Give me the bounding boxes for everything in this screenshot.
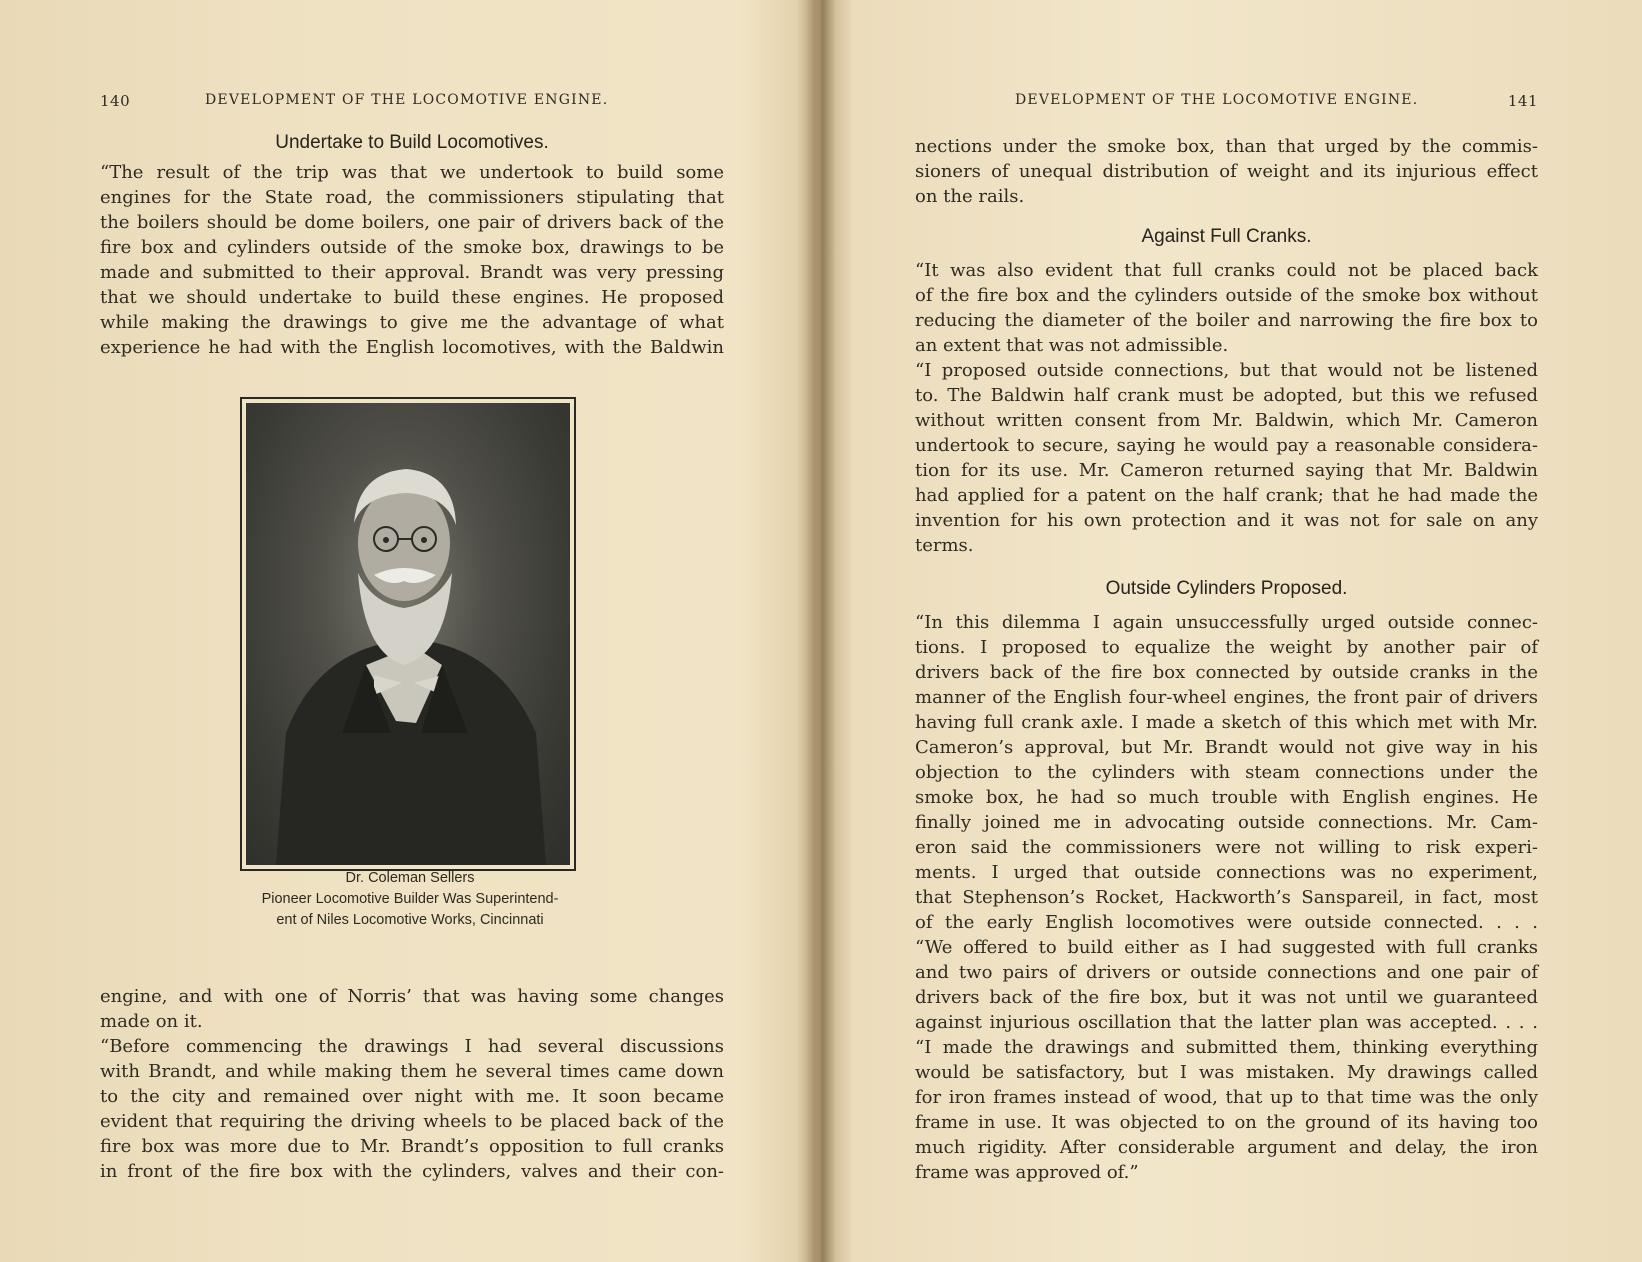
paragraph-full-cranks bbox=[915, 258, 1538, 358]
paragraph-drawings-submitted bbox=[915, 1035, 1538, 1185]
text-line: fire box and cylinders outside of the smoke box, drawings to be bbox=[100, 237, 724, 258]
caption-name: Dr. Coleman Sellers bbox=[345, 870, 475, 886]
running-head-title-right: DEVELOPMENT OF THE LOCOMOTIVE ENGINE. bbox=[1015, 92, 1419, 108]
text-line: “I proposed outside connections, but that would not be listened bbox=[915, 360, 1538, 381]
text-line: eron said the commissioners were not willing to risk experi- bbox=[915, 837, 1538, 858]
text-line: frame was approved of.” bbox=[915, 1162, 1139, 1183]
text-line: of the early English locomotives were outside connected. . . . bbox=[915, 912, 1538, 933]
text-line: much rigidity. After considerable argument and delay, the iron bbox=[915, 1137, 1538, 1158]
photo-caption bbox=[200, 868, 620, 931]
text-line: objection to the cylinders with steam connections under the bbox=[915, 762, 1538, 783]
right-page bbox=[915, 0, 1538, 1262]
page-number-left: 140 bbox=[100, 92, 131, 110]
text-line: and two pairs of drivers or outside connections and one pair of bbox=[915, 962, 1538, 983]
text-line: engine, and with one of Norris’ that was having some changes bbox=[100, 986, 724, 1007]
text-line: with Brandt, and while making them he several times came down bbox=[100, 1061, 724, 1082]
text-line: “The result of the trip was that we undertook to build some bbox=[100, 162, 724, 183]
text-line: an extent that was not admissible. bbox=[915, 335, 1229, 356]
text-line: Cameron’s approval, but Mr. Brandt would not give way in his bbox=[915, 737, 1538, 758]
text-line: tions. I proposed to equalize the weight by another pair of bbox=[915, 637, 1538, 658]
running-head-title-left: DEVELOPMENT OF THE LOCOMOTIVE ENGINE. bbox=[205, 92, 609, 108]
paragraph-outside-connections bbox=[915, 358, 1538, 558]
text-line: engines for the State road, the commissioners stipulating that bbox=[100, 187, 724, 208]
left-page bbox=[100, 0, 724, 1262]
text-line: “We offered to build either as I had suggested with full cranks bbox=[915, 937, 1538, 958]
text-line: “In this dilemma I again unsuccessfully urged outside connec- bbox=[915, 612, 1538, 633]
text-line: “Before commencing the drawings I had several discussions bbox=[100, 1036, 724, 1057]
text-line: reducing the diameter of the boiler and narrowing the fire box to bbox=[915, 310, 1538, 331]
text-line: finally joined me in advocating outside connections. Mr. Cam- bbox=[915, 812, 1538, 833]
text-line: fire box was more due to Mr. Brandt’s opposition to full cranks bbox=[100, 1136, 724, 1157]
text-line: to. The Baldwin half crank must be adopted, but this we refused bbox=[915, 385, 1538, 406]
caption-line: ent of Niles Locomotive Works, Cincinnati bbox=[276, 912, 544, 928]
text-line: in front of the fire box with the cylinders, valves and their con- bbox=[100, 1161, 724, 1182]
text-line: nections under the smoke box, than that urged by the commis- bbox=[915, 136, 1538, 157]
running-head-right bbox=[915, 92, 1538, 114]
text-line: without written consent from Mr. Baldwin, which Mr. Cameron bbox=[915, 410, 1538, 431]
paragraph-nections bbox=[915, 134, 1538, 209]
section-heading-undertake: Undertake to Build Locomotives. bbox=[275, 132, 549, 153]
section-heading-full-cranks: Against Full Cranks. bbox=[1141, 226, 1312, 247]
section-heading-outside-cylinders: Outside Cylinders Proposed. bbox=[1105, 578, 1348, 599]
paragraph-before-commencing bbox=[100, 1034, 724, 1184]
text-line: ments. I urged that outside connections was no experiment, bbox=[915, 862, 1538, 883]
text-line: sioners of unequal distribution of weight and its injurious effect bbox=[915, 161, 1538, 182]
text-line: experience he had with the English locomotives, with the Baldwin bbox=[100, 337, 724, 358]
paragraph-result-of-trip bbox=[100, 160, 724, 360]
text-line: invention for his own protection and it was not for sale on any bbox=[915, 510, 1538, 531]
text-line: “I made the drawings and submitted them, thinking everything bbox=[915, 1037, 1538, 1058]
text-line: having full crank axle. I made a sketch of this which met with Mr. bbox=[915, 712, 1538, 733]
text-line: manner of the English four-wheel engines, the front pair of drivers bbox=[915, 687, 1538, 708]
text-line: against injurious oscillation that the latter plan was accepted. . . . bbox=[915, 1012, 1538, 1033]
caption-line: Pioneer Locomotive Builder Was Superintend- bbox=[261, 891, 559, 907]
text-line: had applied for a patent on the half crank; that he had made the bbox=[915, 485, 1538, 506]
running-head-left bbox=[100, 92, 724, 114]
text-line: made and submitted to their approval. Brandt was very pressing bbox=[100, 262, 724, 283]
text-line: smoke box, he had so much trouble with English engines. He bbox=[915, 787, 1538, 808]
text-line: undertook to secure, saying he would pay a reasonable considera- bbox=[915, 435, 1538, 456]
text-line: while making the drawings to give me the advantage of what bbox=[100, 312, 724, 333]
text-line: frame in use. It was objected to on the ground of its having too bbox=[915, 1112, 1538, 1133]
text-line: for iron frames instead of wood, that up to that time was the only bbox=[915, 1087, 1538, 1108]
text-line: terms. bbox=[915, 535, 974, 556]
book-gutter bbox=[806, 0, 836, 1262]
text-line: tion for its use. Mr. Cameron returned saying that Mr. Baldwin bbox=[915, 460, 1538, 481]
paragraph-we-offered bbox=[915, 935, 1538, 1035]
page-number-right: 141 bbox=[1507, 92, 1538, 110]
text-line: that we should undertake to build these engines. He proposed bbox=[100, 287, 724, 308]
text-line: “It was also evident that full cranks could not be placed back bbox=[915, 260, 1538, 281]
text-line: would be satisfactory, but I was mistaken. My drawings called bbox=[915, 1062, 1538, 1083]
text-line: made on it. bbox=[100, 1011, 203, 1032]
text-line: drivers back of the fire box, but it was not until we guaranteed bbox=[915, 987, 1538, 1008]
paragraph-dilemma bbox=[915, 610, 1538, 935]
text-line: of the fire box and the cylinders outside of the smoke box without bbox=[915, 285, 1538, 306]
portrait-photo-frame bbox=[240, 397, 576, 871]
text-line: the boilers should be dome boilers, one pair of drivers back of the bbox=[100, 212, 724, 233]
text-line: to the city and remained over night with me. It soon became bbox=[100, 1086, 724, 1107]
paragraph-engine-norris bbox=[100, 984, 724, 1034]
text-line: drivers back of the fire box connected by outside cranks in the bbox=[915, 662, 1538, 683]
text-line: that Stephenson’s Rocket, Hackworth’s Sanspareil, in fact, most bbox=[915, 887, 1538, 908]
portrait-photo bbox=[246, 403, 570, 865]
text-line: on the rails. bbox=[915, 186, 1025, 207]
text-line: evident that requiring the driving wheels to be placed back of the bbox=[100, 1111, 724, 1132]
